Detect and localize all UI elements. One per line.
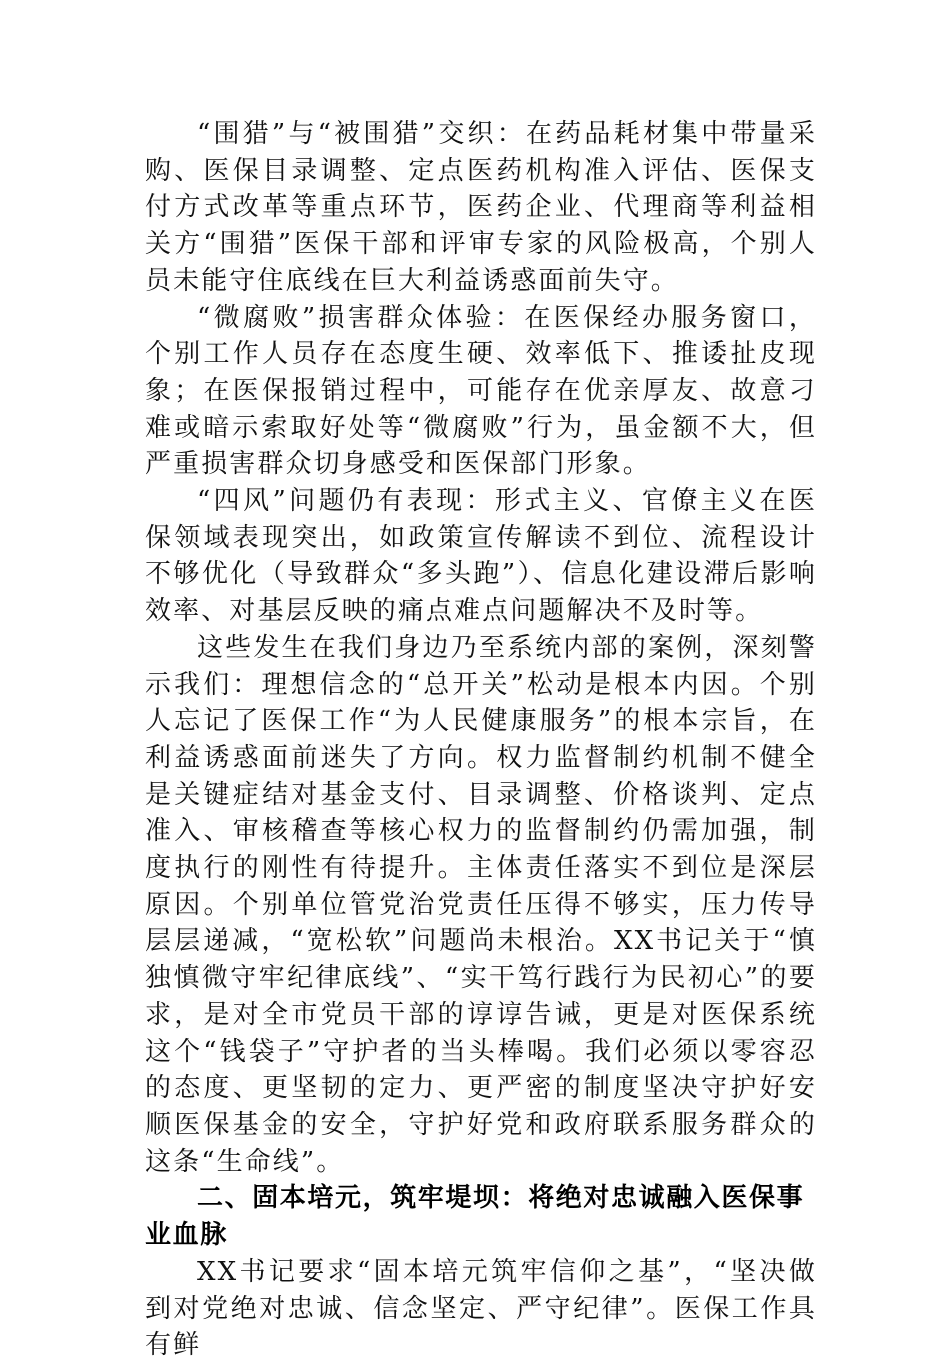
section-heading: 二、固本培元，筑牢堤坝：将绝对忠诚融入医保事业血脉 xyxy=(145,1183,805,1251)
paragraph-micro-corruption: “微腐败”损害群众体验：在医保经办服务窗口，个别工作人员存在态度生硬、效率低下、推诿扯皮现象；在医保报销过程中，可能存在优亲厚友、故意刁难或暗示索取好处等“微腐败”行为，虽金额不大，但严重损害群众切身感受和医保部门形象。 xyxy=(145,302,817,480)
paragraph-four-winds: “四风”问题仍有表现：形式主义、官僚主义在医保领域表现突出，如政策宣传解读不到位、流程设计不够优化（导致群众“多头跑”）、信息化建设滞后影响效率、对基层反映的痛点难点问题解决不及时等。 xyxy=(145,486,817,627)
document-page xyxy=(145,116,817,1364)
paragraph-hunting: “围猎”与“被围猎”交织：在药品耗材集中带量采购、医保目录调整、定点医药机构准入评估、医保支付方式改革等重点环节，医药企业、代理商等利益相关方“围猎”医保干部和评审专家的风险极高，个别人员未能守住底线在巨大利益诱惑面前失守。 xyxy=(145,119,817,296)
paragraph-loyalty: XX书记要求“固本培元筑牢信仰之基”，“坚决做到对党绝对忠诚、信念坚定、严守纪律”。医保工作具有鲜 xyxy=(145,1256,817,1361)
paragraph-warning-cases: 这些发生在我们身边乃至系统内部的案例，深刻警示我们：理想信念的“总开关”松动是根本内因。个别人忘记了医保工作“为人民健康服务”的根本宗旨，在利益诱惑面前迷失了方向。权力监督制约机制不健全是关键症结对基金支付、目录调整、价格谈判、定点准入、审核稽查等核心权力的监督制约仍需加强，制度执行的刚性有待提升。主体责任落实不到位是深层原因。个别单位管党治党责任压得不够实，压力传导层层递减，“宽松软”问题尚未根治。XX书记关于“慎独慎微守牢纪律底线”、“实干笃行践行为民初心”的要求，是对全市党员干部的谆谆告诫，更是对医保系统这个“钱袋子”守护者的当头棒喝。我们必须以零容忍的态度、更坚韧的定力、更严密的制度坚决守护好安顺医保基金的安全，守护好党和政府联系服务群众的这条“生命线”。 xyxy=(145,632,817,1177)
